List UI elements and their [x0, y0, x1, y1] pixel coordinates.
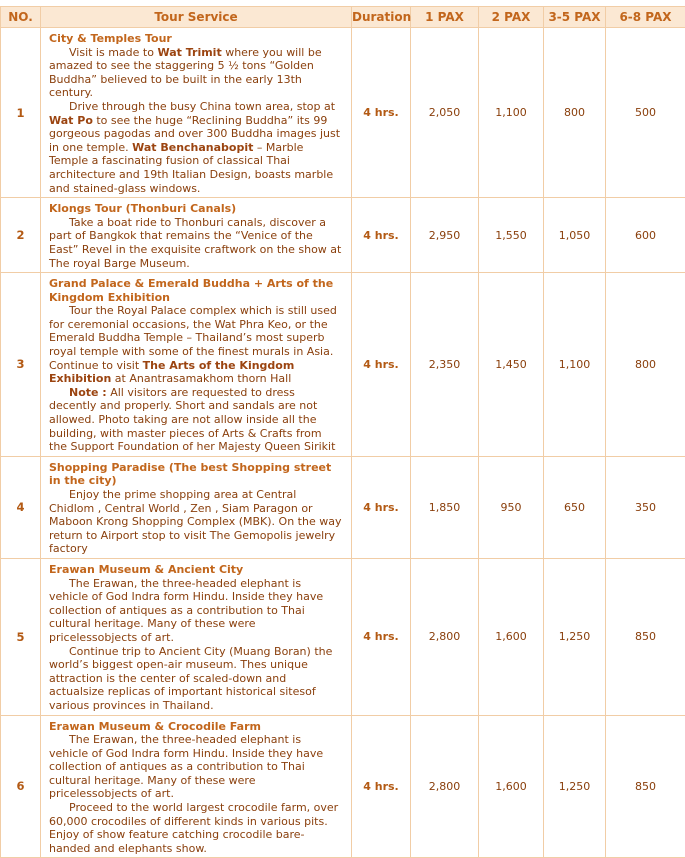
tour-description: [49, 46, 343, 100]
tour-description: [49, 577, 343, 645]
price-6-8-pax: 850: [606, 558, 685, 715]
tour-title: Grand Palace & Emerald Buddha + Arts of the Kingdom Exhibition: [49, 277, 343, 304]
duration: 4 hrs.: [352, 456, 411, 558]
tour-number: 2: [1, 198, 41, 273]
tour-description: [49, 100, 343, 195]
tour-description: [49, 386, 343, 454]
highlight-text: The Arts of the Kingdom Exhibition: [49, 359, 294, 386]
price-3-5-pax: 800: [544, 28, 606, 198]
tour-description: [49, 801, 343, 855]
tour-number: 1: [1, 28, 41, 198]
tour-title: Erawan Museum & Crocodile Farm: [49, 720, 343, 734]
description-text: to see the huge “Reclining Buddha” its 99 gorgeous pagodas and over 300 Buddha images just in one temple.: [49, 114, 340, 154]
tour-title: City & Temples Tour: [49, 32, 343, 46]
tour-service-cell: [41, 198, 352, 273]
price-6-8-pax: 350: [606, 456, 685, 558]
table-row: [1, 558, 685, 715]
price-3-5-pax: 1,250: [544, 715, 606, 858]
price-6-8-pax: 600: [606, 198, 685, 273]
price-2-pax: 1,450: [479, 273, 544, 457]
description-text: All visitors are requested to dress decently and properly. Short and sandals are not allowed. Photo taking are not allow inside all the building, with master pieces of Arts & Crafts from the Support Foundation of her Majesty Queen Sirikit: [49, 386, 335, 453]
description-text: Continue trip to Ancient City (Muang Boran) the world’s biggest open-air museum. Thes unique attraction is the center of scaled-down and actualsize replicas of important historical sitesof various provinces in Thailand.: [49, 645, 332, 712]
price-3-5-pax: 1,250: [544, 558, 606, 715]
tour-title: Shopping Paradise (The best Shopping street in the city): [49, 461, 343, 488]
duration: 4 hrs.: [352, 198, 411, 273]
price-3-5-pax: 1,050: [544, 198, 606, 273]
description-text: Proceed to the world largest crocodile farm, over 60,000 crocodiles of different kinds in various pits. Enjoy of show feature catching crocodile bare-handed and elephants show.: [49, 801, 338, 855]
price-1-pax: 2,350: [411, 273, 479, 457]
table-row: [1, 715, 685, 858]
price-6-8-pax: 850: [606, 715, 685, 858]
header-1-pax: 1 PAX: [411, 7, 479, 28]
tour-description: [49, 733, 343, 801]
header-2-pax: 2 PAX: [479, 7, 544, 28]
price-2-pax: 950: [479, 456, 544, 558]
duration: 4 hrs.: [352, 558, 411, 715]
table-row: [1, 198, 685, 273]
header-tour-service: Tour Service: [41, 7, 352, 28]
description-text: Drive through the busy China town area, stop at: [69, 100, 335, 113]
header-no: NO.: [1, 7, 41, 28]
tour-service-cell: [41, 273, 352, 457]
highlight-text: Note :: [69, 386, 107, 399]
highlight-text: Wat Benchanabopit: [132, 141, 253, 154]
tour-description: [49, 488, 343, 556]
duration: 4 hrs.: [352, 273, 411, 457]
description-text: at Anantrasamakhom thorn Hall: [111, 372, 291, 385]
description-text: Visit is made to: [69, 46, 157, 59]
price-3-5-pax: 650: [544, 456, 606, 558]
tour-number: 4: [1, 456, 41, 558]
price-2-pax: 1,600: [479, 558, 544, 715]
tour-service-cell: [41, 456, 352, 558]
price-1-pax: 1,850: [411, 456, 479, 558]
duration: 4 hrs.: [352, 715, 411, 858]
tour-service-cell: [41, 715, 352, 858]
duration: 4 hrs.: [352, 28, 411, 198]
description-text: The Erawan, the three-headed elephant is vehicle of God Indra form Hindu. Inside they have collection of antiques as a contribution to Thai cultural heritage. Many of these were pricelessobjects of art.: [49, 577, 323, 644]
tour-number: 6: [1, 715, 41, 858]
highlight-text: Wat Po: [49, 114, 93, 127]
tour-description: [49, 216, 343, 270]
description-text: The Erawan, the three-headed elephant is vehicle of God Indra form Hindu. Inside they have collection of antiques as a contribution to Thai cultural heritage. Many of these were pricelessobjects of art.: [49, 733, 323, 800]
description-text: Tour the Royal Palace complex which is still used for ceremonial occasions, the Wat Phra Keo, or the Emerald Buddha Temple – Thailand’s most superb royal temple with some of the finest murals in Asia. Continue to visit: [49, 304, 337, 371]
header-3-5-pax: 3-5 PAX: [544, 7, 606, 28]
tour-description: [49, 645, 343, 713]
price-1-pax: 2,800: [411, 715, 479, 858]
tour-number: 5: [1, 558, 41, 715]
header-6-8-pax: 6-8 PAX: [606, 7, 685, 28]
tour-rows: [1, 28, 685, 858]
price-6-8-pax: 800: [606, 273, 685, 457]
tour-number: 3: [1, 273, 41, 457]
table-row: [1, 28, 685, 198]
header-duration: Duration: [352, 7, 411, 28]
tour-service-cell: [41, 28, 352, 198]
price-1-pax: 2,800: [411, 558, 479, 715]
description-text: – Marble Temple a fascinating fusion of classical Thai architecture and 19th Italian Design, boasts marble and stained-glass windows.: [49, 141, 333, 195]
header-row: [1, 7, 685, 28]
price-6-8-pax: 500: [606, 28, 685, 198]
description-text: Enjoy the prime shopping area at Central Chidlom , Central World , Zen , Siam Paragon or Maboon Krong Shopping Complex (MBK). On the way return to Airport stop to visit The Gemopolis jewelry factory: [49, 488, 341, 555]
price-2-pax: 1,600: [479, 715, 544, 858]
price-1-pax: 2,950: [411, 198, 479, 273]
tour-description: [49, 304, 343, 386]
description-text: where you will be amazed to see the staggering 5 ½ tons “Golden Buddha” believed to be built in the early 13th century.: [49, 46, 322, 100]
tour-title: Klongs Tour (Thonburi Canals): [49, 202, 343, 216]
table-row: [1, 456, 685, 558]
tour-pricing-table: [0, 6, 685, 858]
description-text: Take a boat ride to Thonburi canals, discover a part of Bangkok that remains the “Venice of the East” Revel in the exquisite craftwork on the show at The royal Barge Museum.: [49, 216, 341, 270]
price-2-pax: 1,550: [479, 198, 544, 273]
table-row: [1, 273, 685, 457]
highlight-text: Wat Trimit: [157, 46, 221, 59]
tour-service-cell: [41, 558, 352, 715]
tour-title: Erawan Museum & Ancient City: [49, 563, 343, 577]
price-3-5-pax: 1,100: [544, 273, 606, 457]
price-2-pax: 1,100: [479, 28, 544, 198]
price-1-pax: 2,050: [411, 28, 479, 198]
